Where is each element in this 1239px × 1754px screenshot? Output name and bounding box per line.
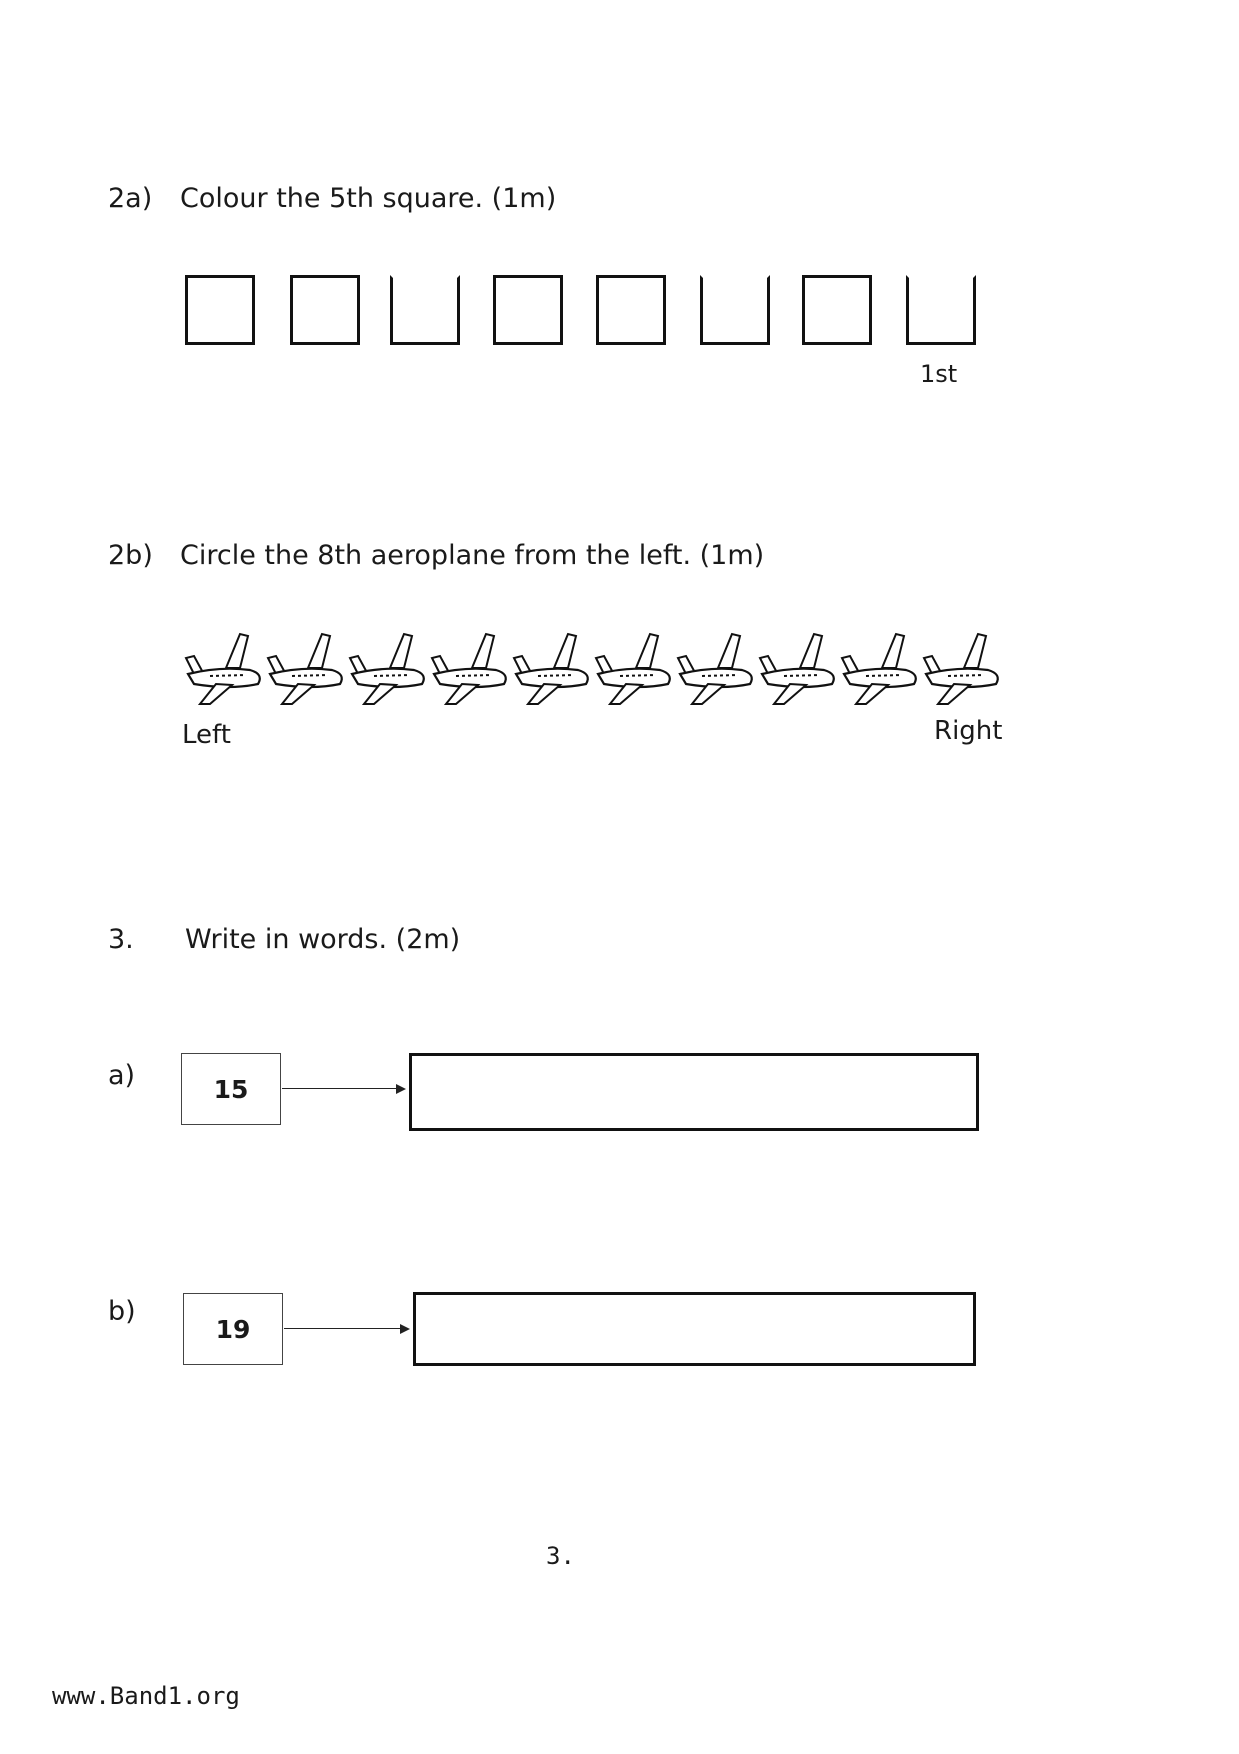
page-number: 3. xyxy=(546,1542,575,1570)
square-2[interactable] xyxy=(802,275,872,345)
square-1[interactable] xyxy=(906,275,976,345)
square-8[interactable] xyxy=(185,275,255,345)
aeroplane-6[interactable] xyxy=(590,628,674,706)
question-3-number: 3. xyxy=(108,924,134,955)
question-2b-text: Circle the 8th aeroplane from the left. (1m) xyxy=(180,540,765,571)
aeroplane-3[interactable] xyxy=(344,628,428,706)
square-4[interactable] xyxy=(596,275,666,345)
question-2b-number: 2b) xyxy=(108,540,153,571)
aeroplane-4[interactable] xyxy=(426,628,510,706)
square-3[interactable] xyxy=(700,275,770,345)
item-a-label: a) xyxy=(108,1060,136,1091)
question-3-text: Write in words. (2m) xyxy=(185,924,461,955)
question-2a-text: Colour the 5th square. (1m) xyxy=(180,183,557,214)
aeroplane-8[interactable] xyxy=(754,628,838,706)
aeroplane-7[interactable] xyxy=(672,628,756,706)
square-6[interactable] xyxy=(390,275,460,345)
item-b-label: b) xyxy=(108,1296,136,1327)
answer-box-b[interactable] xyxy=(413,1292,976,1366)
aeroplane-10[interactable] xyxy=(918,628,1002,706)
number-box-a: 15 xyxy=(181,1053,281,1125)
question-2a-number: 2a) xyxy=(108,183,153,214)
aeroplane-2[interactable] xyxy=(262,628,346,706)
aeroplane-5[interactable] xyxy=(508,628,592,706)
number-box-b: 19 xyxy=(183,1293,283,1365)
left-label: Left xyxy=(182,720,231,750)
aeroplane-9[interactable] xyxy=(836,628,920,706)
first-square-label: 1st xyxy=(920,360,958,388)
square-5[interactable] xyxy=(493,275,563,345)
right-label: Right xyxy=(934,716,1003,746)
answer-box-a[interactable] xyxy=(409,1053,979,1131)
arrow-b xyxy=(284,1323,410,1335)
footer-url: www.Band1.org xyxy=(52,1682,240,1710)
square-7[interactable] xyxy=(290,275,360,345)
aeroplane-1[interactable] xyxy=(180,628,264,706)
arrow-a xyxy=(282,1083,406,1095)
